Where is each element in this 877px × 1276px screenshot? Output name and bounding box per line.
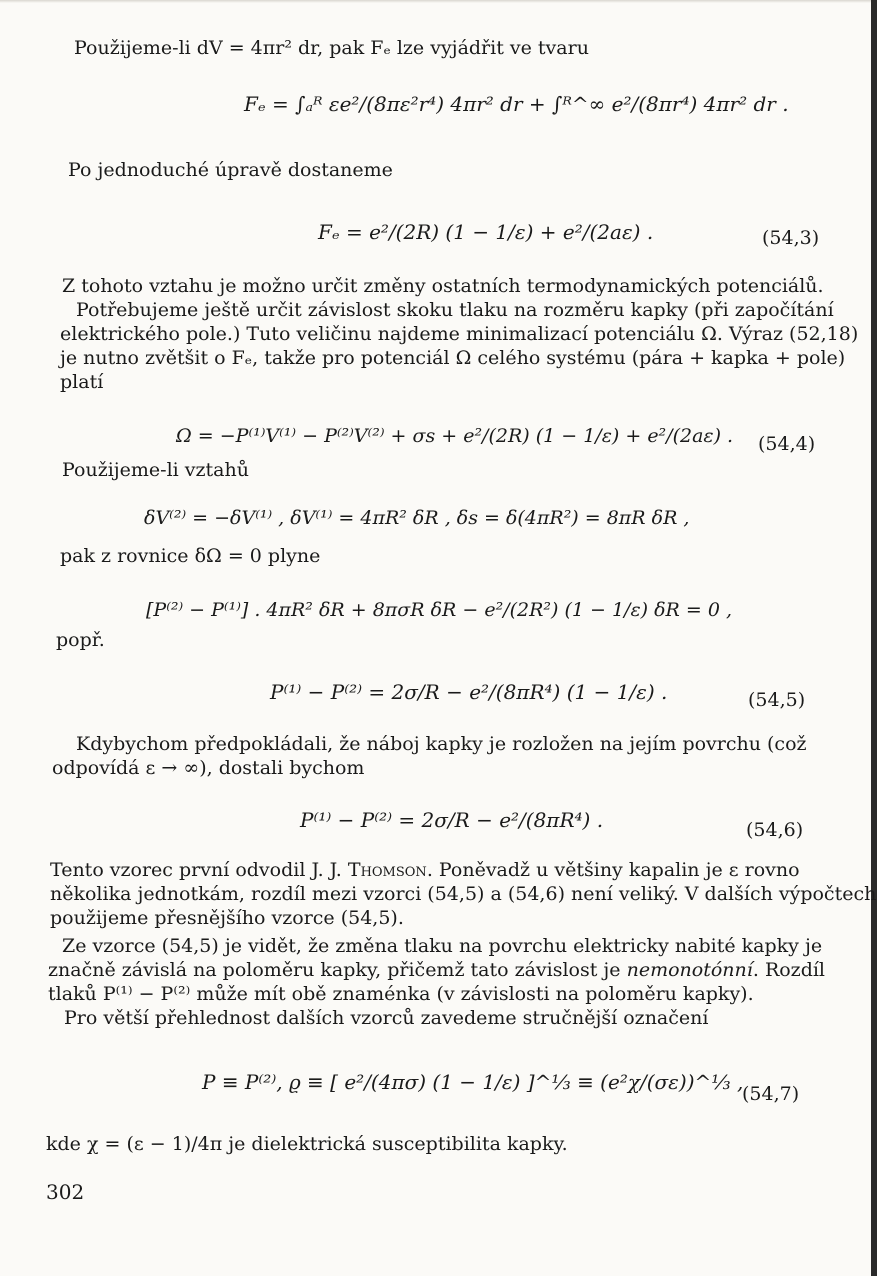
text-line: Ze vzorce (54,5) je vidět, že změna tlaku na povrchu elektricky nabité kapky je: [62, 935, 823, 957]
text-segment: značně závislá na poloměru kapky, přičemž tato závislost je: [48, 959, 621, 981]
text-segment: . Rozdíl: [752, 959, 826, 981]
emphasis: nemonotónní: [626, 959, 753, 981]
text-segment: Tento vzorec první odvodil J. J.: [50, 859, 348, 881]
text-line: Po jednoduché úpravě dostaneme: [68, 159, 393, 181]
equation-54-6: P⁽¹⁾ − P⁽²⁾ = 2σ/R − e²/(8πR⁴) .: [300, 808, 604, 832]
text-line: kde χ = (ε − 1)/4π je dielektrická susceptibilita kapky.: [46, 1133, 568, 1155]
equation-54-4: Ω = −P⁽¹⁾V⁽¹⁾ − P⁽²⁾V⁽²⁾ + σs + e²/(2R) (1 − 1/ε) + e²/(2aε) .: [176, 425, 734, 447]
text-line: tlaků P⁽¹⁾ − P⁽²⁾ může mít obě znaménka (v závislosti na poloměru kapky).: [48, 983, 754, 1005]
equation-54-3: Fₑ = e²/(2R) (1 − 1/ε) + e²/(2aε) .: [318, 220, 654, 244]
text-line: Kdybychom předpokládali, že náboj kapky je rozložen na jejím povrchu (což: [76, 733, 807, 755]
text-line: Použijeme-li vztahů: [62, 459, 249, 481]
equation-number: (54,6): [746, 819, 804, 841]
text-line: [50, 858, 800, 882]
text-line: platí: [60, 371, 104, 393]
text-segment: . Poněvadž u většiny kapalin je ε rovno: [426, 859, 800, 881]
page-number: 302: [46, 1180, 85, 1204]
text-line: Z tohoto vztahu je možno určit změny ostatních termodynamických potenciálů.: [62, 275, 824, 297]
equation-variations: δV⁽²⁾ = −δV⁽¹⁾ , δV⁽¹⁾ = 4πR² δR , δs = δ(4πR²) = 8πR δR ,: [144, 507, 690, 529]
text-line: odpovídá ε → ∞), dostali bychom: [52, 757, 365, 779]
text-line: použijeme přesnějšího vzorce (54,5).: [50, 907, 404, 929]
text-line: elektrického pole.) Tuto veličinu najdeme minimalizací potenciálu Ω. Výraz (52,18): [60, 323, 859, 345]
author-name: Thomson: [347, 859, 427, 881]
text-line: pak z rovnice δΩ = 0 plyne: [60, 545, 321, 567]
text-line: je nutno zvětšit o Fₑ, takže pro potenciál Ω celého systému (pára + kapka + pole): [60, 347, 846, 369]
equation-number: (54,3): [762, 227, 820, 249]
page-top-edge: [0, 0, 877, 3]
text-line: [48, 958, 825, 982]
equation-54-7: P ≡ P⁽²⁾, ϱ ≡ [ e²/(4πσ) (1 − 1/ε) ]^⅓ ≡ (e²χ/(σε))^⅓ ,: [202, 1070, 744, 1094]
text-line: Použijeme-li dV = 4πr² dr, pak Fₑ lze vyjádřit ve tvaru: [74, 37, 589, 59]
text-line: několika jednotkám, rozdíl mezi vzorci (54,5) a (54,6) není veliký. V dalších výpočtech: [50, 883, 877, 905]
equation-number: (54,4): [758, 433, 816, 455]
text-line: popř.: [56, 629, 105, 651]
equation-fe-integral: Fₑ = ∫ₐᴿ εe²/(8πε²r⁴) 4πr² dr + ∫ᴿ^∞ e²/(8πr⁴) 4πr² dr .: [244, 92, 789, 116]
equation-number: (54,5): [748, 689, 806, 711]
equation-54-5: P⁽¹⁾ − P⁽²⁾ = 2σ/R − e²/(8πR⁴) (1 − 1/ε) .: [270, 680, 668, 704]
equation-number: (54,7): [742, 1083, 800, 1105]
scan-right-edge: [871, 0, 877, 1276]
equation-variation: [P⁽²⁾ − P⁽¹⁾] . 4πR² δR + 8πσR δR − e²/(2R²) (1 − 1/ε) δR = 0 ,: [146, 599, 733, 621]
text-line: Pro větší přehlednost dalších vzorců zavedeme stručnější označení: [64, 1007, 709, 1029]
text-line: Potřebujeme ještě určit závislost skoku tlaku na rozměru kapky (při započítání: [76, 299, 834, 321]
